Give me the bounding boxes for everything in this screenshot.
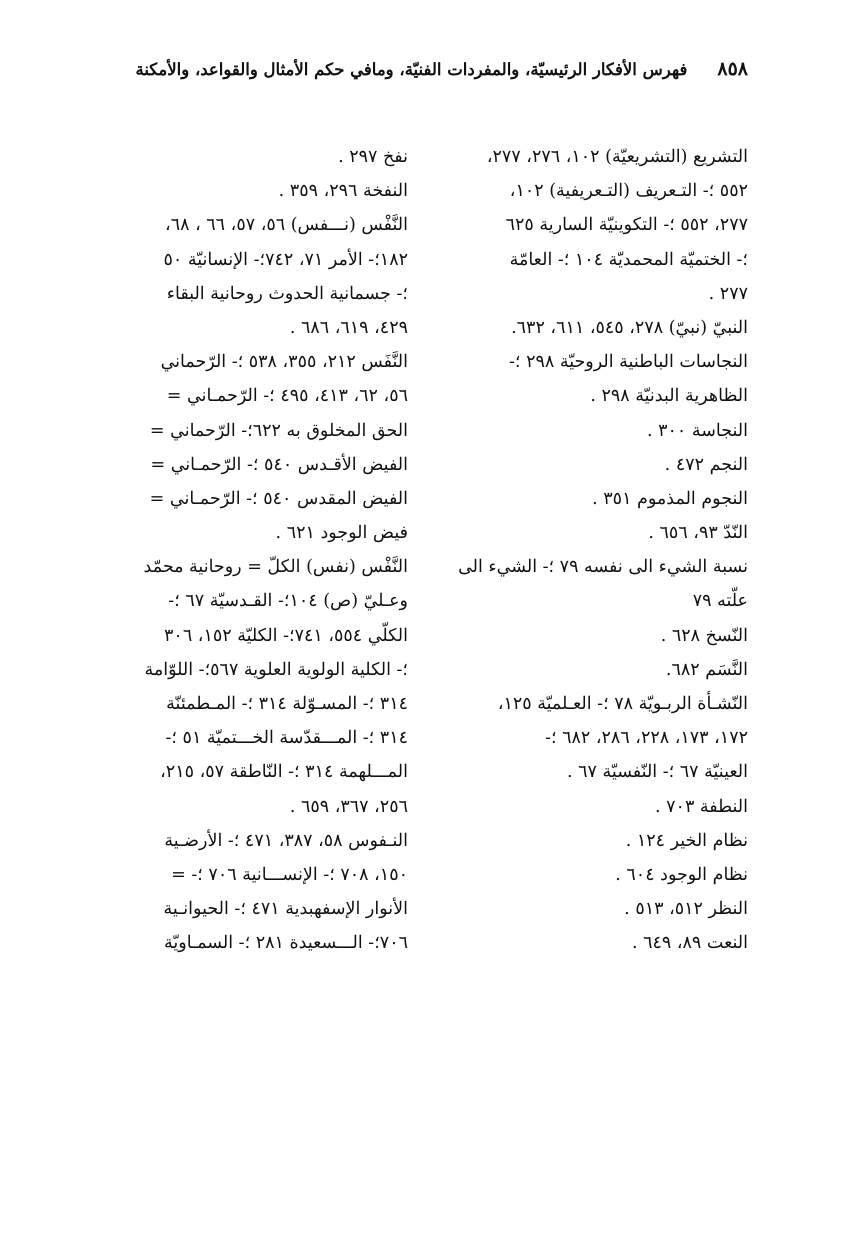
- index-line: النَّفْس (نفس) الكلّ = روحانية محمّد: [143, 557, 408, 578]
- index-line: النطفة ٧٠٣ .: [655, 796, 748, 817]
- page-number: ٨٥٨: [717, 58, 748, 80]
- index-line: ؛- الكلية الولوية العلوية ٥٦٧؛- اللوّامة: [144, 659, 408, 680]
- index-line: علّته ٧٩: [692, 591, 748, 612]
- page-header: [100, 58, 748, 80]
- index-line: الأنوار الإسفهبدية ٤٧١ ؛- الحيوانـية: [163, 899, 408, 920]
- index-line: ٢٧٧، ٥٥٢ ؛- التكوينيّة السارية ٦٢٥: [505, 215, 748, 236]
- index-line: النجم ٤٧٢ .: [664, 454, 748, 475]
- index-line: ؛- جسمانية الحدوث روحانية البقاء: [166, 283, 408, 304]
- index-column-right: [436, 140, 748, 961]
- index-line: النَّفْس (نـــفس) ٥٦، ٥٧، ٦٦ ، ٦٨،: [165, 215, 408, 236]
- index-line: المـــلهمة ٣١٤ ؛- النّاطقة ٥٧، ٢١٥،: [160, 762, 408, 783]
- index-line: ؛- الختميّة المحمديّة ١٠٤ ؛- العامّة: [509, 249, 748, 270]
- index-line: النبيّ (نبيّ) ٢٧٨، ٥٤٥، ٦١١، ٦٣٢.: [511, 317, 748, 338]
- index-line: النَّفَس ٢١٢، ٣٥٥، ٥٣٨ ؛- الرّحماني: [160, 352, 408, 373]
- index-line: ٣١٤ ؛- المسـوّلة ٣١٤ ؛- المـطمئنّة: [166, 694, 408, 714]
- index-line: ٢٧٧ .: [708, 283, 748, 304]
- index-line: ٧٠٦؛- الـــسعيدة ٢٨١ ؛- السمـاويّة: [164, 933, 408, 954]
- index-line: فيض الوجود ٦٢١ .: [275, 523, 408, 544]
- index-line: ٥٦، ٦٢، ٤١٣، ٤٩٥ ؛- الرّحمـاني =: [166, 386, 408, 407]
- index-line: ١٨٢؛- الأمر ٧١، ٧٤٢؛- الإنسانيّة ٥٠: [163, 249, 408, 270]
- index-line: الفيض الأقـدس ٥٤٠ ؛- الرّحمـاني =: [150, 454, 408, 475]
- index-line: نظام الوجود ٦٠٤ .: [615, 864, 748, 885]
- index-line: النّشـأة الربـويّة ٧٨ ؛- العـلميّة ١٢٥،: [497, 694, 748, 714]
- index-line: النعت ٨٩، ٦٤٩ .: [631, 933, 748, 954]
- index-line: النجاسات الباطنية الروحيّة ٢٩٨ ؛-: [509, 352, 748, 373]
- index-line: النفخة ٢٩٦، ٣٥٩ .: [278, 181, 408, 202]
- index-line: النّسخ ٦٢٨ .: [660, 625, 748, 646]
- index-line: النَّسَم ٦٨٢.: [665, 659, 748, 680]
- index-column-left: [100, 140, 408, 961]
- index-line: النّدّ ٩٣، ٦٥٦ .: [648, 523, 748, 544]
- index-line: نسبة الشيء الى نفسه ٧٩ ؛- الشيء الى: [458, 557, 748, 578]
- index-line: ٢٥٦، ٣٦٧، ٦٥٩ .: [289, 796, 408, 817]
- index-line: ١٧٢، ١٧٣، ٢٢٨، ٢٨٦، ٦٨٢ ؛-: [545, 728, 748, 749]
- index-line: نظام الخير ١٢٤ .: [625, 830, 748, 851]
- index-line: النجوم المذموم ٣٥١ .: [592, 488, 748, 509]
- index-line: ٤٢٩، ٦١٩، ٦٨٦ .: [289, 317, 408, 338]
- index-line: ٥٥٢ ؛- التـعريف (التـعريفية) ١٠٢،: [509, 181, 748, 202]
- index-line: الكلّي ٥٥٤، ٧٤١؛- الكليّة ١٥٢، ٣٠٦: [164, 625, 408, 646]
- index-line: العينيّة ٦٧ ؛- النّفسيّة ٦٧ .: [567, 762, 748, 783]
- index-line: النظر ٥١٢، ٥١٣ .: [624, 899, 748, 920]
- index-line: الفيض المقدس ٥٤٠ ؛- الرّحمـاني =: [149, 488, 408, 509]
- index-line: نفخ ٢٩٧ .: [338, 147, 408, 167]
- index-line: ١٥٠، ٧٠٨ ؛- الإنســـانية ٧٠٦ ؛- =: [171, 864, 408, 885]
- index-line: الحق المخلوق به ٦٢٢؛- الرّحماني =: [149, 420, 408, 441]
- index-line: التشريع (التشريعيّة) ١٠٢، ٢٧٦، ٢٧٧،: [486, 147, 748, 167]
- index-line: وعـليّ (ص) ١٠٤؛- القـدسيّة ٦٧ ؛-: [168, 591, 408, 612]
- index-line: الظاهرية البدنيّة ٢٩٨ .: [590, 386, 748, 407]
- running-title: فهرس الأفكار الرئيسيّة، والمفردات الفنيّة، ومافي حكم الأمثال والقواعد، والأمكنة: [135, 60, 688, 79]
- index-line: ٣١٤ ؛- المـــقدّسة الخـــتميّة ٥١ ؛-: [165, 728, 408, 749]
- index-line: النجاسة ٣٠٠ .: [646, 420, 748, 441]
- index-line: النـفوس ٥٨، ٣٨٧، ٤٧١ ؛- الأرضـية: [164, 830, 408, 851]
